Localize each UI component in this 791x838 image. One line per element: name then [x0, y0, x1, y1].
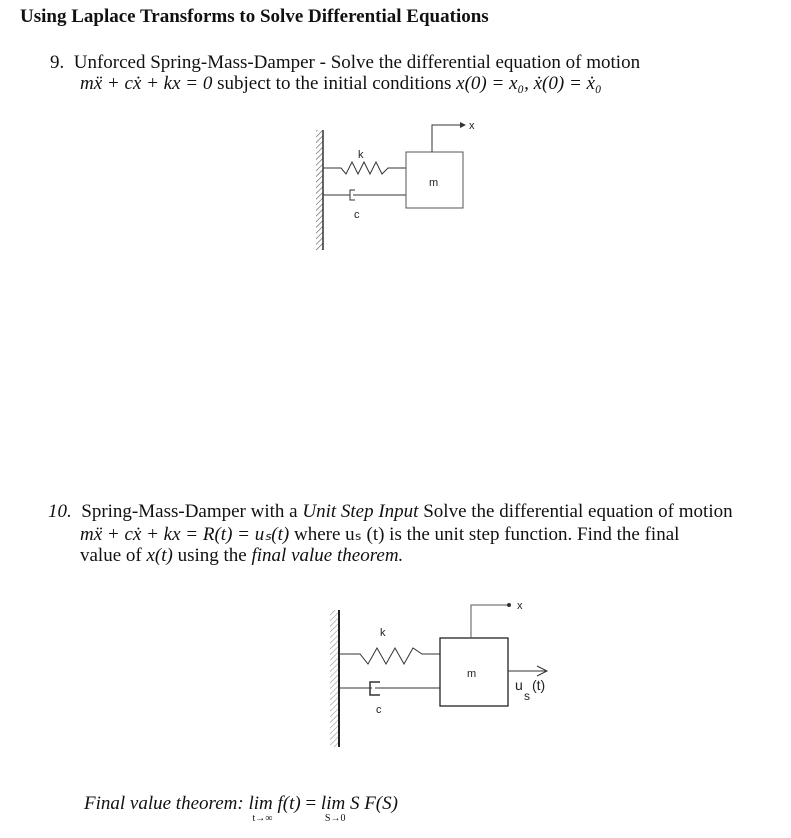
- theorem-lhs: lim f(t): [248, 793, 301, 814]
- text: using the: [172, 545, 252, 566]
- problem-10-line-2: [80, 523, 679, 546]
- equals: =: [300, 793, 321, 814]
- spring-label: k: [358, 149, 364, 161]
- arrowhead: [460, 122, 466, 128]
- mass-label: m: [467, 668, 477, 680]
- x-label: x: [469, 120, 475, 132]
- mass-label: m: [429, 177, 439, 189]
- spring: [339, 648, 440, 664]
- theorem-rhs: lim S F(S): [320, 793, 398, 814]
- problem-10-number: 10.: [48, 501, 72, 522]
- theorem-rhs-limit: S→0: [324, 813, 346, 824]
- x-label: x: [517, 600, 523, 612]
- problem-9-heading: Unforced Spring-Mass-Damper - Solve the differential equation of motion: [73, 52, 641, 73]
- problem-10-line-1: [48, 501, 733, 523]
- arrow-dot: [507, 603, 511, 607]
- problem-10-equation: mẍ + cẋ + kx = R(t) = uₛ(t): [80, 524, 290, 545]
- problem-9-number: 9.: [50, 52, 65, 73]
- input-subscript: s: [524, 689, 530, 703]
- page-title: Using Laplace Transforms to Solve Differential Equations: [20, 6, 489, 27]
- problem-9-initial-conditions: x(0) = x₀, ẋ(0) = ẋ₀: [456, 73, 602, 94]
- problem-9-equation: mẍ + cẋ + kx = 0: [80, 73, 213, 94]
- spring-label: k: [380, 627, 386, 639]
- text-italic: x(t): [146, 545, 173, 566]
- wall-hatch: [330, 610, 339, 747]
- problem-10-text: Solve the differential equation of motion: [418, 501, 733, 522]
- problem-10-heading: Spring-Mass-Damper with a: [81, 501, 303, 522]
- problem-9-text: subject to the initial conditions: [212, 73, 457, 94]
- input-argument: (t): [532, 677, 546, 693]
- theorem-label: Final value theorem:: [84, 793, 249, 814]
- spring-mass-damper-diagram-2: [330, 600, 547, 747]
- input-label: u: [515, 677, 523, 693]
- displacement-arrow: [471, 605, 508, 638]
- damper-label: c: [354, 209, 360, 221]
- problem-10-text: where uₛ (t) is the unit step function. Find the final: [289, 524, 680, 545]
- problem-10-emphasis: Unit Step Input: [302, 501, 419, 522]
- spring: [323, 162, 406, 174]
- displacement-arrow: [432, 125, 462, 152]
- text-italic: final value theorem.: [251, 545, 404, 566]
- final-value-theorem: [84, 793, 398, 824]
- theorem-lhs-limit: t→∞: [252, 813, 273, 824]
- spring-mass-damper-diagram-1: [316, 120, 475, 250]
- wall-hatch: [316, 130, 323, 250]
- text: value of: [80, 545, 147, 566]
- damper-label: c: [376, 704, 382, 716]
- problem-10-line-3: [80, 545, 403, 567]
